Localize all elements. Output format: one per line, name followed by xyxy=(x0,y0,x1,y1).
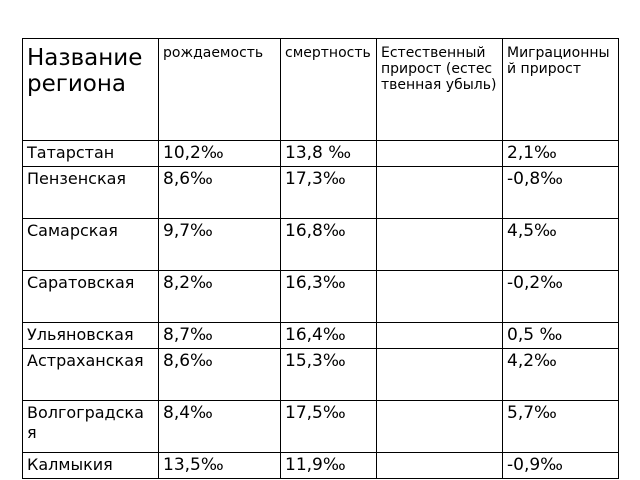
cell-death: 11,9‰ xyxy=(281,453,377,479)
cell-region: Саратовская xyxy=(23,271,159,323)
table-row xyxy=(23,349,619,401)
table-body xyxy=(23,141,619,479)
cell-birth: 8,6‰ xyxy=(159,349,281,401)
table-row xyxy=(23,323,619,349)
cell-natural xyxy=(377,323,503,349)
cell-birth: 8,7‰ xyxy=(159,323,281,349)
cell-death: 17,5‰ xyxy=(281,401,377,453)
cell-region: Татарстан xyxy=(23,141,159,167)
cell-migration: 4,5‰ xyxy=(503,219,619,271)
header-natural-growth: Естественный прирост (естественная убыль) xyxy=(377,39,503,141)
table-row xyxy=(23,141,619,167)
cell-birth: 9,7‰ xyxy=(159,219,281,271)
cell-migration: 4,2‰ xyxy=(503,349,619,401)
cell-death: 13,8 ‰ xyxy=(281,141,377,167)
cell-birth: 8,2‰ xyxy=(159,271,281,323)
cell-death: 17,3‰ xyxy=(281,167,377,219)
cell-region: Волгоградская xyxy=(23,401,159,453)
cell-birth: 8,4‰ xyxy=(159,401,281,453)
table-row xyxy=(23,167,619,219)
cell-natural xyxy=(377,401,503,453)
cell-natural xyxy=(377,271,503,323)
cell-natural xyxy=(377,349,503,401)
cell-migration: 5,7‰ xyxy=(503,401,619,453)
header-region: Название региона xyxy=(23,39,159,141)
table-row xyxy=(23,219,619,271)
cell-region: Пензенская xyxy=(23,167,159,219)
table-row xyxy=(23,271,619,323)
cell-migration: -0,2‰ xyxy=(503,271,619,323)
cell-migration: -0,8‰ xyxy=(503,167,619,219)
cell-migration: 0,5 ‰ xyxy=(503,323,619,349)
cell-death: 15,3‰ xyxy=(281,349,377,401)
cell-region: Самарская xyxy=(23,219,159,271)
cell-region: Калмыкия xyxy=(23,453,159,479)
cell-death: 16,8‰ xyxy=(281,219,377,271)
cell-death: 16,3‰ xyxy=(281,271,377,323)
header-death-rate: смертность xyxy=(281,39,377,141)
cell-migration: 2,1‰ xyxy=(503,141,619,167)
cell-region: Ульяновская xyxy=(23,323,159,349)
demographics-table xyxy=(22,38,619,479)
header-migration-growth: Миграционный прирост xyxy=(503,39,619,141)
header-row xyxy=(23,39,619,141)
cell-migration: -0,9‰ xyxy=(503,453,619,479)
cell-natural xyxy=(377,453,503,479)
table-row xyxy=(23,453,619,479)
cell-birth: 10,2‰ xyxy=(159,141,281,167)
cell-natural xyxy=(377,167,503,219)
cell-birth: 13,5‰ xyxy=(159,453,281,479)
cell-natural xyxy=(377,219,503,271)
table-row xyxy=(23,401,619,453)
cell-death: 16,4‰ xyxy=(281,323,377,349)
header-birth-rate: рождаемость xyxy=(159,39,281,141)
cell-natural xyxy=(377,141,503,167)
cell-region: Астраханская xyxy=(23,349,159,401)
cell-birth: 8,6‰ xyxy=(159,167,281,219)
